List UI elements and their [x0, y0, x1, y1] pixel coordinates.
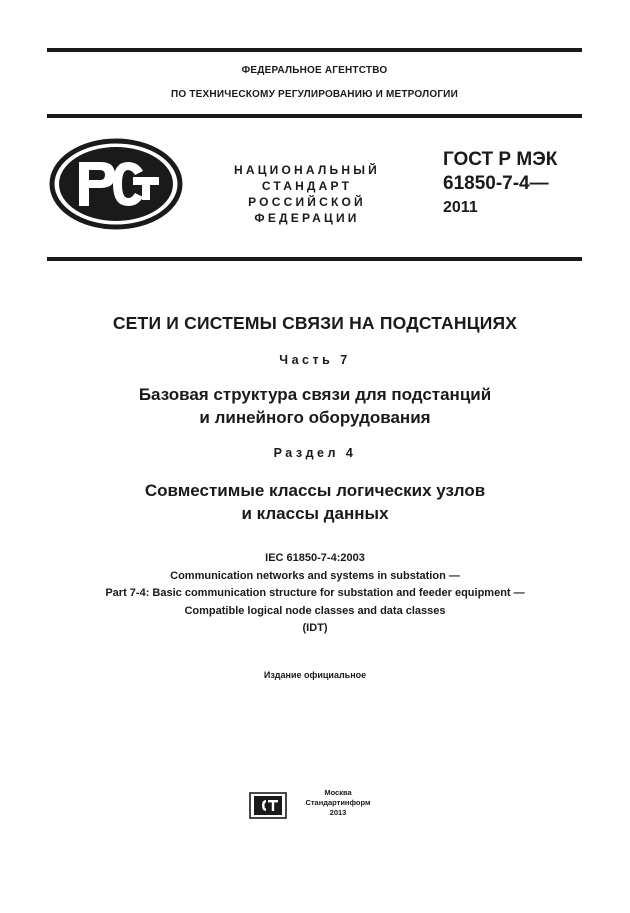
title-rule	[47, 257, 582, 261]
rosstandart-logo	[49, 138, 183, 230]
section-title-line1: Совместимые классы логических узлов	[144, 481, 486, 500]
iec-code: IEC 61850-7-4:2003	[265, 552, 365, 564]
publisher-info	[298, 788, 378, 818]
iec-title-line1: Communication networks and systems in substation —	[170, 569, 460, 582]
standard-type-line1: НАЦИОНАЛЬНЫЙ	[233, 163, 381, 177]
standard-designation	[443, 148, 593, 220]
standartinform-logo	[249, 792, 287, 819]
designation-year: 2011	[443, 199, 478, 216]
designation-line1: ГОСТ Р МЭК	[443, 149, 558, 170]
part-label: Часть 7	[279, 353, 351, 367]
edition-note: Издание официальное	[263, 670, 367, 680]
section-label: Раздел 4	[273, 446, 357, 460]
header-rule	[47, 114, 582, 118]
main-title: СЕТИ И СИСТЕМЫ СВЯЗИ НА ПОДСТАНЦИЯХ	[112, 313, 518, 333]
standard-type	[212, 162, 402, 226]
iec-equivalence: (IDT)	[302, 622, 328, 634]
iec-title-line2: Part 7-4: Basic communication structure for substation and feeder equipment —	[105, 587, 525, 599]
iec-title-line3: Compatible logical node classes and data classes	[184, 604, 446, 617]
publisher-name: Стандартинформ	[305, 798, 371, 807]
international-standard-reference	[20, 550, 610, 638]
part-title	[20, 383, 610, 429]
designation-line2: 61850-7-4—	[443, 173, 549, 194]
section-title	[20, 479, 610, 525]
section-title-line2: и классы данных	[241, 504, 389, 523]
standard-type-line2: СТАНДАРТ	[261, 179, 353, 193]
agency-name-line2: ПО ТЕХНИЧЕСКОМУ РЕГУЛИРОВАНИЮ И МЕТРОЛОГИИ	[171, 89, 458, 100]
standard-type-line4: ФЕДЕРАЦИИ	[254, 211, 360, 225]
publisher-year: 2013	[329, 808, 347, 817]
standard-type-line3: РОССИЙСКОЙ	[248, 195, 366, 209]
top-rule	[47, 48, 582, 52]
part-title-line1: Базовая структура связи для подстанций	[138, 385, 492, 404]
publisher-city: Москва	[324, 788, 352, 797]
part-title-line2: и линейного оборудования	[199, 408, 431, 427]
agency-name-line1: ФЕДЕРАЛЬНОЕ АГЕНТСТВО	[241, 65, 388, 76]
